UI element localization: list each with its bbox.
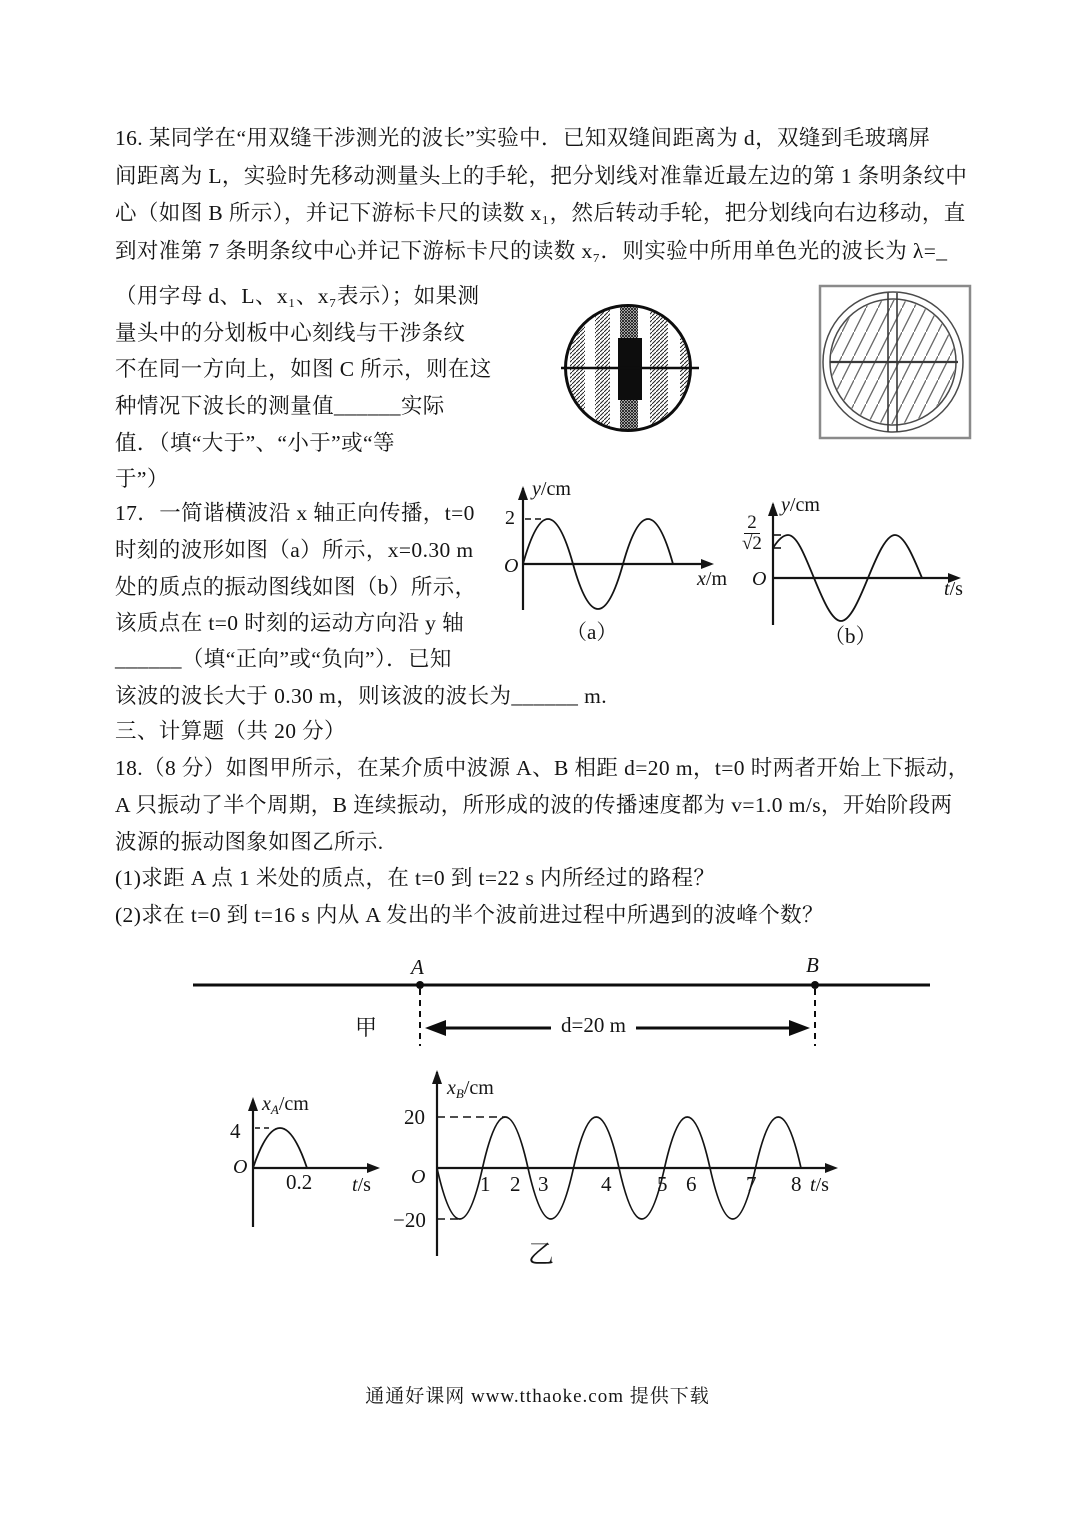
xb-ytick-bottom: −20 (393, 1208, 426, 1232)
xb-origin: O (411, 1166, 426, 1188)
xb-ytick-top: 20 (404, 1105, 425, 1129)
q18-line-2: A 只振动了半个周期，B 连续振动，所形成的波的传播速度都为 v=1.0 m/s，开始阶段两 (115, 793, 953, 817)
q17-line-4: 该质点在 t=0 时刻的运动方向沿 y 轴 (115, 611, 464, 635)
xb-xlabel: t/s (810, 1174, 829, 1196)
xa-x-arrow (367, 1163, 380, 1173)
graph-a-xlabel: x/m (697, 568, 728, 590)
footer-site-credit: 通通好课网 www.tthaoke.com 提供下载 (365, 1386, 710, 1407)
graph-xa (225, 1090, 405, 1240)
graph-b-yticks (742, 513, 762, 554)
diagram-jia (180, 950, 950, 1060)
graph-a-caption: （a） (566, 620, 618, 644)
q16-line-7: 不在同一方向上，如图 C 所示，则在这 (115, 357, 492, 381)
q18-line-1: 18.（8 分）如图甲所示，在某介质中波源 A、B 相距 d=20 m，t=0 时两者开始上下振动， (115, 756, 970, 780)
q16-line-10: 于”） (115, 467, 169, 491)
graph-a-ytick: 2 (505, 507, 515, 529)
jia-label-a: A (411, 955, 424, 979)
graph-b-y-arrow (768, 502, 778, 516)
jia-arrow-left (425, 1020, 446, 1036)
xb-ylabel: $x_B/cm$ (447, 1077, 494, 1101)
graph-a-ylabel: y/cm (532, 478, 571, 500)
q16-line-3: 心（如图 B 所示），并记下游标卡尺的读数 x₁，然后转动手轮，把分划线向右边移动，直 (115, 201, 966, 225)
jia-label-b: B (806, 953, 819, 977)
xa-xtick: 0.2 (286, 1170, 313, 1194)
xb-x-arrow (825, 1163, 838, 1173)
xb-xtick-6: 6 (686, 1172, 697, 1196)
graph-b-origin: O (752, 568, 767, 590)
xb-y-arrow (432, 1070, 442, 1084)
graph-b-ylabel: y/cm (781, 494, 820, 516)
q16-line-9: 值．（填“大于”、“小于”或“等 (115, 431, 395, 455)
jia-distance-label: d=20 m (551, 1013, 636, 1038)
xa-curve (253, 1128, 307, 1168)
xb-xtick-5: 5 (657, 1172, 668, 1196)
xb-xtick-7: 7 (746, 1172, 757, 1196)
xb-xtick-8: 8 (791, 1172, 802, 1196)
q18-part-1: (1)求距 A 点 1 米处的质点，在 t=0 到 t=22 s 内所经过的路程？ (115, 866, 716, 890)
xb-caption: 乙 (528, 1240, 555, 1269)
q17-line-3: 处的质点的振动图线如图（b）所示， (115, 575, 477, 599)
xb-xtick-2: 2 (510, 1172, 521, 1196)
xa-xlabel: t/s (352, 1174, 371, 1196)
q16-line-8: 种情况下波长的测量值______实际 (115, 394, 445, 418)
q17-line-1: 17．一简谐横波沿 x 轴正向传播，t=0 (115, 501, 475, 525)
jia-point-b-dot (811, 981, 819, 989)
section-3-heading: 三、计算题（共 20 分） (115, 719, 346, 743)
figure-c-fringe-view (818, 284, 974, 442)
xb-xtick-3: 3 (538, 1172, 549, 1196)
graph-b-caption: （b） (824, 624, 877, 648)
q16-line-1: 16. 某同学在“用双缝干涉测光的波长”实验中．已知双缝间距离为 d，双缝到毛玻璃屏 (115, 126, 931, 150)
q16-line-6: 量头中的分划板中心刻线与干涉条纹 (115, 321, 466, 345)
q16-line-2: 间距离为 L，实验时先移动测量头上的手轮，把分划线对准靠近最左边的第 1 条明条纹中 (115, 164, 968, 188)
q18-part-2: (2)求在 t=0 到 t=16 s 内从 A 发出的半个波前进过程中所遇到的波峰个数？ (115, 903, 824, 927)
graph-a-y-arrow (518, 486, 528, 500)
xa-y-arrow (248, 1097, 258, 1111)
figure-b-fringe-view (560, 300, 700, 440)
xb-xtick-1: 1 (480, 1172, 491, 1196)
graph-b-ytick-bottom: √2 (742, 532, 762, 554)
q16-line-4: 到对准第 7 条明条纹中心并记下游标卡尺的读数 x₇．则实验中所用单色光的波长为 λ=_ (115, 239, 948, 263)
q17-line-2: 时刻的波形如图（a）所示，x=0.30 m (115, 538, 474, 562)
jia-point-a-dot (416, 981, 424, 989)
q17-line-6: 该波的波长大于 0.30 m，则该波的波长为______ m. (115, 684, 607, 708)
jia-arrow-right (789, 1020, 810, 1036)
q17-line-5: ______（填“正向”或“负向”）．已知 (115, 647, 452, 671)
xa-ytick: 4 (230, 1119, 241, 1143)
q16-line-5: （用字母 d、L、x₁、x₇表示）；如果测 (115, 284, 480, 308)
jia-caption: 甲 (355, 1015, 378, 1040)
xb-xtick-4: 4 (601, 1172, 612, 1196)
graph-a-origin: O (504, 555, 519, 577)
graph-b-xlabel: t/s (944, 578, 963, 600)
graph-b-ytick-top: 2 (744, 513, 760, 534)
xa-ylabel: $x_A/cm$ (262, 1093, 309, 1117)
xa-origin: O (233, 1156, 248, 1178)
q18-line-3: 波源的振动图象如图乙所示. (115, 830, 384, 854)
